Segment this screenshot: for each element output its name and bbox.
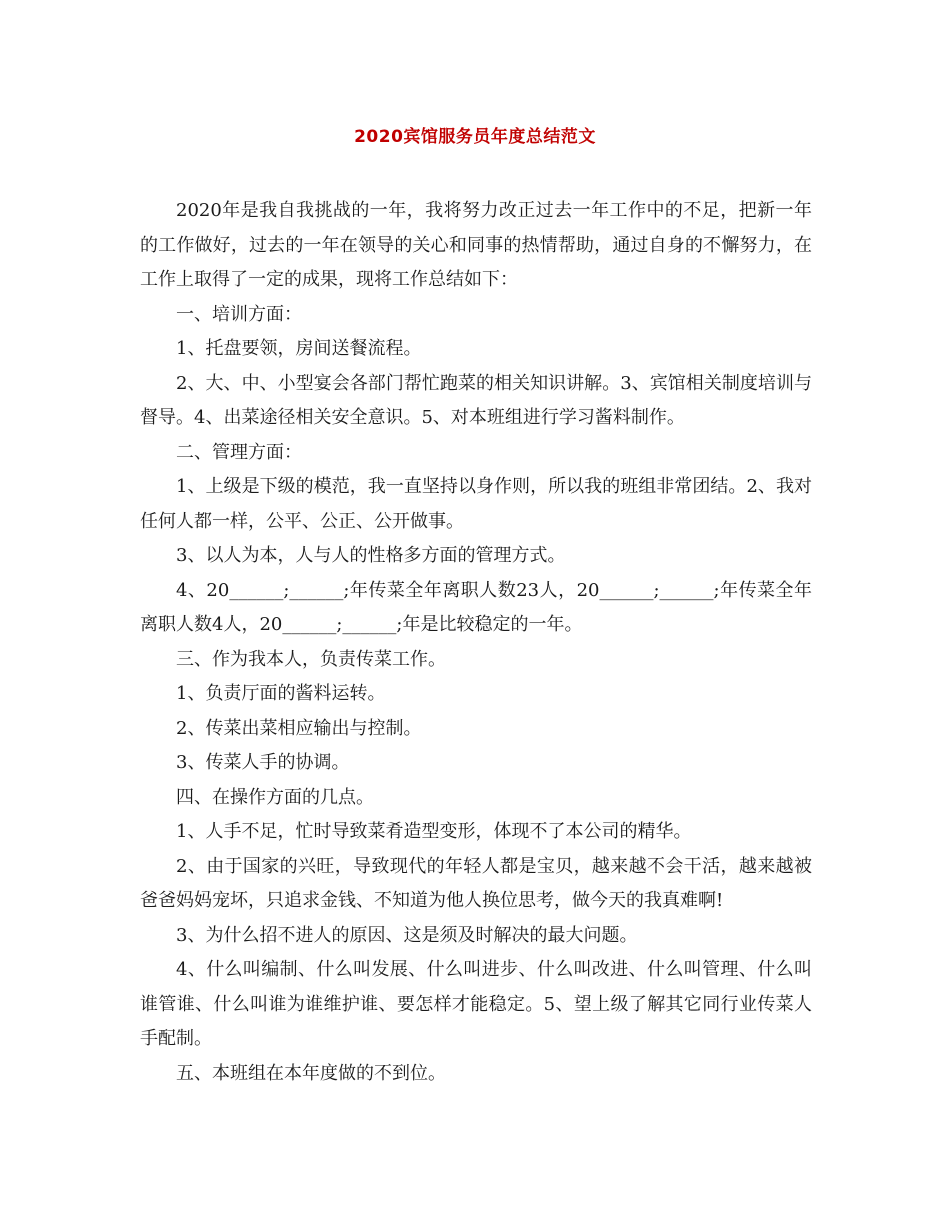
paragraph: 1、负责厅面的酱料运转。 — [176, 683, 386, 704]
paragraph: 2、由于国家的兴旺，导致现代的年轻人都是宝贝，越来越不会干活，越来越被爸爸妈妈宠坏，只追求金钱、不知道为他人换位思考，做今天的我真难啊! — [140, 855, 812, 911]
paragraph: 2、大、中、小型宴会各部门帮忙跑菜的相关知识讲解。3、宾馆相关制度培训与督导。4、出菜途径相关安全意识。5、对本班组进行学习酱料制作。 — [140, 372, 812, 428]
paragraph: 3、以人为本，人与人的性格多方面的管理方式。 — [176, 545, 566, 566]
paragraph: 1、托盘要领，房间送餐流程。 — [176, 338, 422, 359]
section-heading-training: 一、培训方面： — [176, 303, 302, 325]
paragraph: 2、传菜出菜相应输出与控制。 — [176, 717, 422, 739]
paragraph: 3、传菜人手的协调。 — [176, 752, 350, 773]
section-heading-shortcomings: 五、本班组在本年度做的不到位。 — [176, 1062, 446, 1084]
paragraph-intro: 2020年是我自我挑战的一年，我将努力改正过去一年工作中的不足，把新一年的工作做好，过去的一年在领导的关心和同事的热情帮助，通过自身的不懈努力，在工作上取得了一定的成果，现将工作总结如下： — [140, 200, 812, 290]
paragraph: 4、20______;______;年传菜全年离职人数23人，20______;______;年传菜全年离职人数4人，20______;______;年是比较稳定的一年。 — [140, 579, 812, 635]
section-heading-personal: 三、作为我本人，负责传菜工作。 — [176, 648, 446, 670]
section-heading-operations: 四、在操作方面的几点。 — [176, 786, 374, 808]
paragraph: 4、什么叫编制、什么叫发展、什么叫进步、什么叫改进、什么叫管理、什么叫谁管谁、什么叫谁为谁维护谁、要怎样才能稳定。5、望上级了解其它同行业传菜人手配制。 — [140, 959, 812, 1049]
document-title: 2020宾馆服务员年度总结范文 — [354, 127, 596, 147]
document-body — [140, 194, 812, 1091]
paragraph: 1、上级是下级的模范，我一直坚持以身作则，所以我的班组非常团结。2、我对任何人都一样，公平、公正、公开做事。 — [140, 476, 812, 532]
paragraph: 1、人手不足，忙时导致菜肴造型变形，体现不了本公司的精华。 — [176, 821, 692, 842]
paragraph: 3、为什么招不进人的原因、这是须及时解决的最大问题。 — [176, 924, 638, 946]
section-heading-management: 二、管理方面： — [176, 441, 302, 463]
